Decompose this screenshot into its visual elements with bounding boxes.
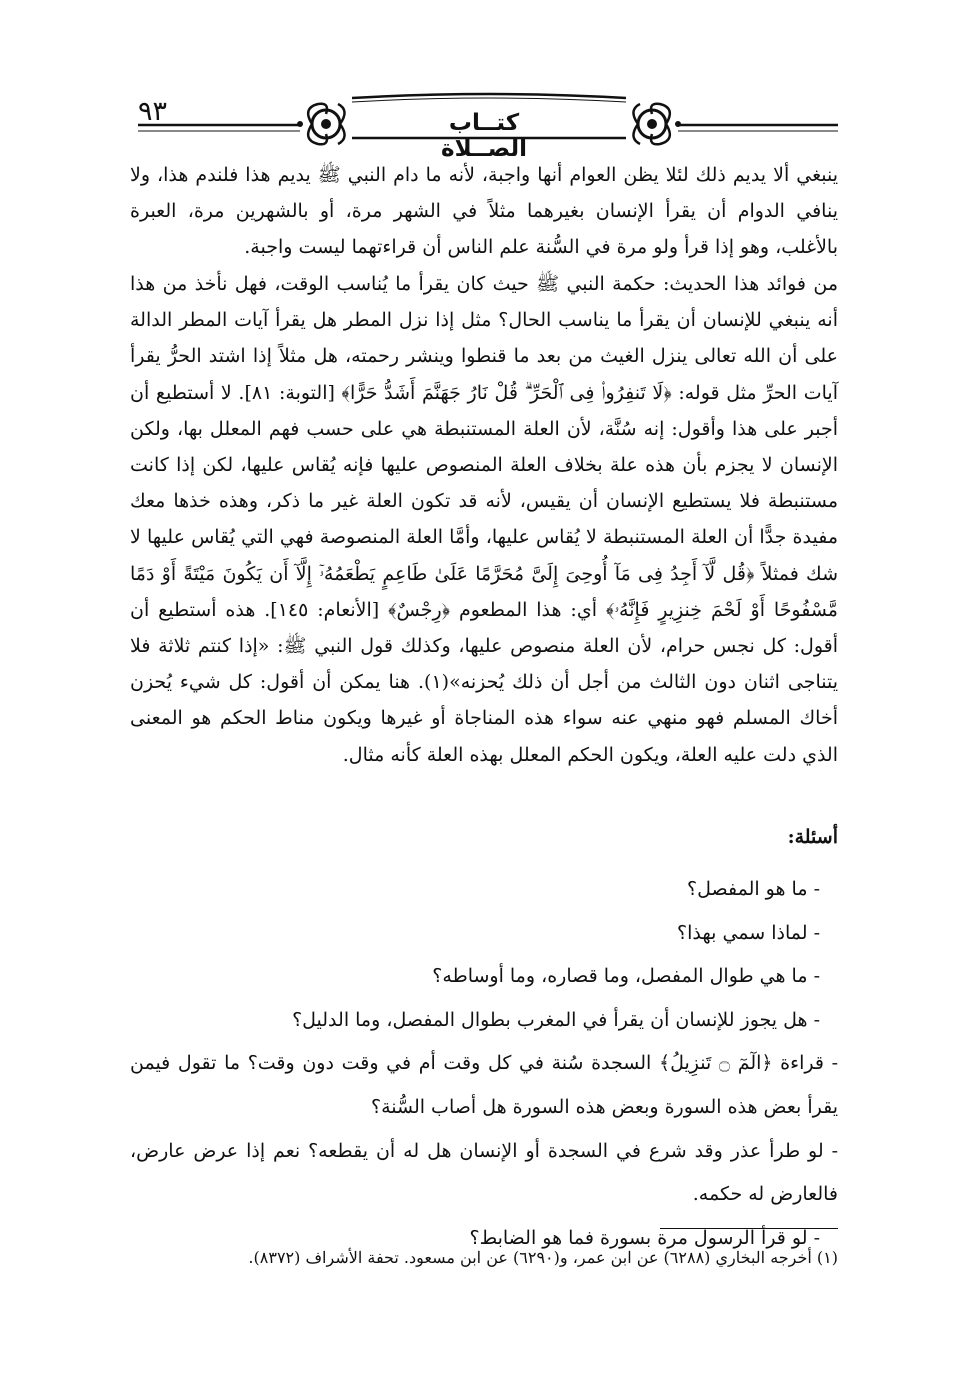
questions-heading: أسئلة: <box>787 826 838 848</box>
body-text-main <box>130 266 838 773</box>
page-number: ٩٣ <box>138 96 168 127</box>
question-item: - ما هو المفصل؟ <box>687 878 820 900</box>
question-item: - ما هي طوال المفصل، وما قصاره، وما أوساطه؟ <box>432 965 820 988</box>
paragraph: من فوائد هذا الحديث: حكمة النبي ﷺ حيث كان يقرأ ما يُناسب الوقت، فهل نأخذ من هذا أنه ينبغي للإنسان أن يقرأ ما يناسب الحال؟ مثل إذا نزل المطر هل يقرأ آيات المطر الدالة على أن الله تعالى ينزل الغيث من بعد ما قنطوا وينشر رحمته، هل مثلاً إذا اشتد الحرُّ يقرأ آيات الحرِّ مثل قوله: ﴿لَا تَنفِرُوا۟ فِى ٱلْحَرِّ ۗ قُلْ نَارُ جَهَنَّمَ أَشَدُّ حَرًّا﴾ [التوبة: ٨١]. لا أستطيع أن أجبر على هذا وأقول: إنه سُنَّة، لأن العلة المستنبطة هي على حسب فهم المعلل بها، ولكن الإنسان لا يجزم بأن هذه علة بخلاف العلة المنصوص عليها فإنه يُقاس عليها، لكن إذا كانت مستنبطة فلا يستطيع الإنسان أن يقيس، لأنه قد تكون العلة غير ما ذكر، وهذه خذها معك مفيدة جدًّا أن العلة المستنبطة لا يُقاس عليها، وأمَّا العلة المنصوصة فهي التي يُقاس عليها لا شك فمثلاً ﴿قُل لَّآ أَجِدُ فِى مَآ أُوحِىَ إِلَىَّ مُحَرَّمًا عَلَىٰ طَاعِمٍ يَطْعَمُهُۥٓ إِلَّآ أَن يَكُونَ مَيْتَةً أَوْ دَمًا مَّسْفُوحًا أَوْ لَحْمَ خِنزِيرٍ فَإِنَّهُۥ﴾ أي: هذا المطعوم ﴿رِجْسٌ﴾ [الأنعام: ١٤٥]. هذه أستطيع أن أقول: كل نجس حرام، لأن العلة منصوص عليها، وكذلك قول النبي ﷺ: «إذا كنتم ثلاثة فلا يتناجى اثنان دون الثالث من أجل أن ذلك يُحزنه»(١). هنا يمكن أن أقول: كل شيء يُحزن أخاك المسلم فهو منهي عنه سواء هذه المناجاة أو غيرها ويكون مناط الحكم هو المعنى الذي دلت عليه العلة، ويكون الحكم المعلل بهذه العلة كأنه مثال. <box>130 273 838 766</box>
right-floral-ornament-icon <box>633 104 681 145</box>
question-item: - قراءة ﴿الٓمٓ ۝ تَنزِيلُ﴾ السجدة سُنة في كل وقت أم في وقت دون وقت؟ ما تقول فيمن يقرأ بعض هذه السورة وبعض هذه السورة هل أصاب السُّنة؟ <box>130 1052 838 1118</box>
paragraph: ينبغي ألا يديم ذلك لئلا يظن العوام أنها واجبة، لأنه ما دام النبي ﷺ يديم هذا فلندم هذا، ولا ينافي الدوام أن يقرأ الإنسان بغيرهما مثلاً في الشهر مرة، أو بالشهرين مرة، العبرة بالأغلب، وهو إذا قرأ ولو مرة في السُّنة علم الناس أن قراءتهما ليست واجبة. <box>130 164 838 259</box>
footnote-divider <box>660 1228 838 1229</box>
left-floral-ornament-icon <box>297 104 345 145</box>
question-item: - لماذا سمي بهذا؟ <box>677 921 820 944</box>
questions-list <box>130 868 838 1260</box>
running-title: كتــاب الصــلاة <box>441 110 527 162</box>
question-item: - هل يجوز للإنسان أن يقرأ في المغرب بطوال المفصل، وما الدليل؟ <box>292 1008 820 1031</box>
question-item: - لو طرأ عذر وقد شرع في السجدة أو الإنسان هل له أن يقطعه؟ نعم إذا عرض عارض، فالعارض له حكمه. <box>130 1139 838 1206</box>
footnote: (١) أخرجه البخاري (٦٢٨٨) عن ابن عمر، و(٦٢٩٠) عن ابن مسعود. تحفة الأشراف (٨٣٧٢). <box>248 1248 838 1267</box>
body-text <box>130 157 838 266</box>
question-item: - لو قرأ الرسول مرة بسورة فما هو الضابط؟ <box>469 1226 820 1249</box>
